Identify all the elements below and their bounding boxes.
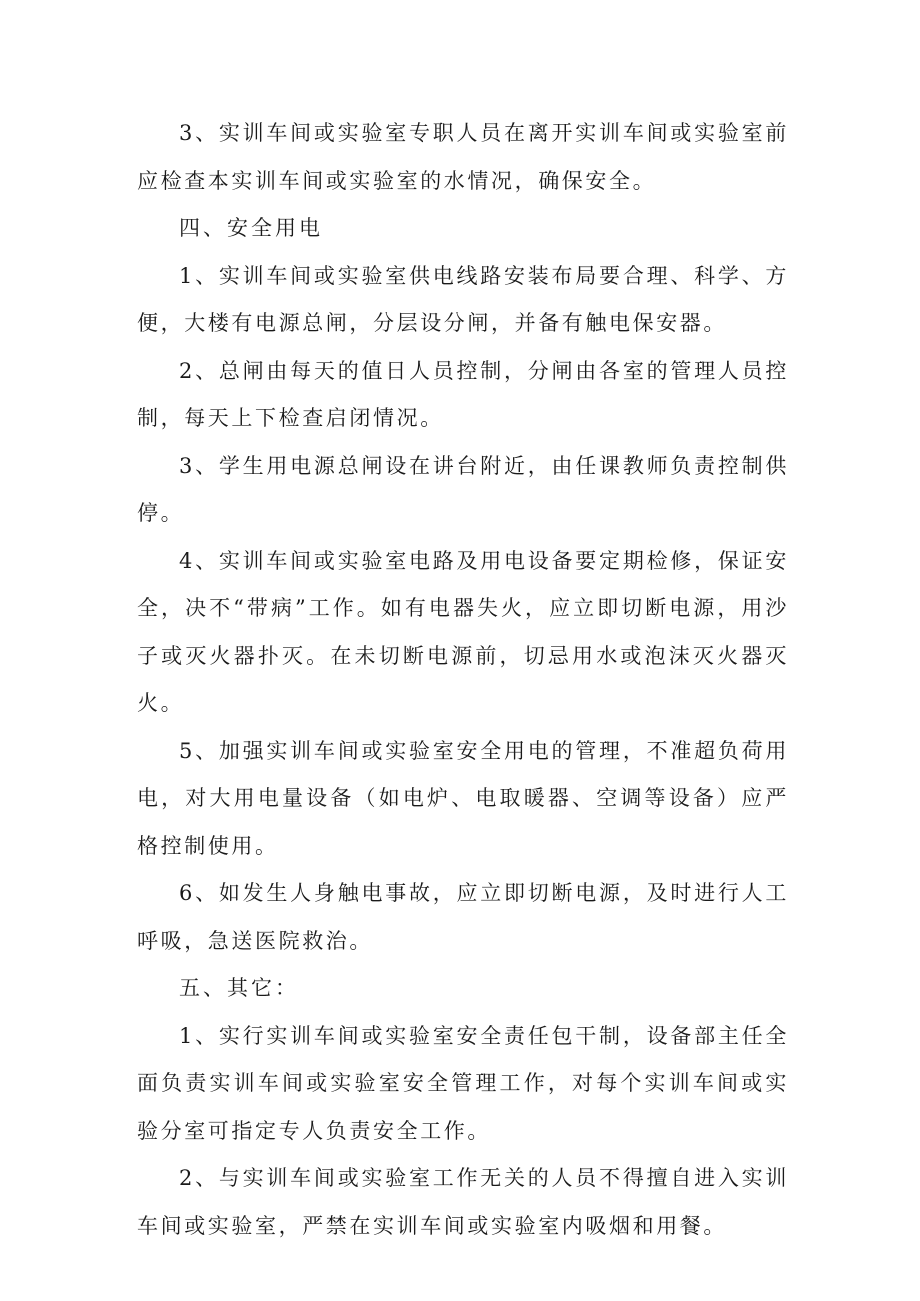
paragraph-maintenance-fire: 4、实训车间或实验室电路及用电设备要定期检修，保证安全，决不“带病”工作。如有电器失火，应立即切断电源，用沙子或灭火器扑灭。在未切断电源前，切忌用水或泡沫灭火器灭火。	[137, 548, 789, 715]
paragraph-responsibility: 1、实行实训车间或实验室安全责任包干制，设备部主任全面负责实训车间或实验室安全管理工作，对每个实训车间或实验分室可指定专人负责安全工作。	[137, 1023, 789, 1143]
paragraph-power-layout: 1、实训车间或实验室供电线路安装布局要合理、科学、方便，大楼有电源总闸，分层设分闸，并备有触电保安器。	[137, 263, 789, 335]
paragraph-water-check: 3、实训车间或实验室专职人员在离开实训车间或实验室前应检查本实训车间或实验室的水情况，确保安全。	[137, 121, 789, 193]
paragraph-load-management: 5、加强实训车间或实验室安全用电的管理，不准超负荷用电，对大用电量设备（如电炉、电取暖器、空调等设备）应严格控制使用。	[137, 738, 789, 858]
section-heading-electricity-safety: 四、安全用电	[179, 216, 323, 240]
paragraph-electric-shock: 6、如发生人身触电事故，应立即切断电源，及时进行人工呼吸，急送医院救治。	[137, 881, 789, 953]
document-body	[137, 110, 789, 1250]
paragraph-student-power: 3、学生用电源总闸设在讲台附近，由任课教师负责控制供停。	[137, 453, 789, 525]
paragraph-switch-control: 2、总闸由每天的值日人员控制，分闸由各室的管理人员控制，每天上下检查启闭情况。	[137, 358, 789, 430]
paragraph-entry-restriction: 2、与实训车间或实验室工作无关的人员不得擅自进入实训车间或实验室，严禁在实训车间或实验室内吸烟和用餐。	[137, 1166, 789, 1238]
section-heading-other: 五、其它：	[179, 976, 299, 1000]
